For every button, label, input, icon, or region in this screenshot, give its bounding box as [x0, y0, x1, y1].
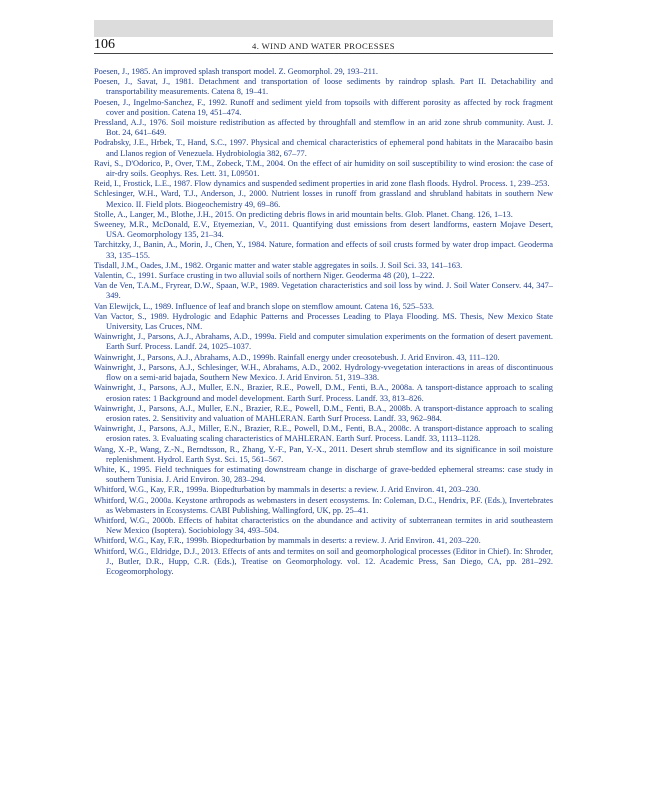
reference-entry: Wainwright, J., Parsons, A.J., Abrahams, A.D., 1999a. Field and computer simulation experiments on the formation of desert pavement. Earth Surf. Process. Landf. 24, 1025–1037. — [94, 332, 553, 352]
reference-entry: Wainwright, J., Parsons, A.J., Muller, E.N., Brazier, R.E., Powell, D.M., Fenti, B.A., 2008b. A transport-distance approach to scaling erosion rates. 2. Sensitivity and valuation of MAHLERAN. Earth Surf Process. Landf. 33, 962–984. — [94, 403, 553, 423]
header-bar — [94, 20, 553, 37]
reference-entry: White, K., 1995. Field techniques for estimating downstream change in discharge of grave-bedded ephemeral streams: case study in southern Tunisia. J. Arid Environ. 30, 283–294. — [94, 464, 553, 485]
reference-entry: Whitford, W.G., Kay, F.R., 1999b. Biopedturbation by mammals in deserts: a review. J. Arid Environ. 41, 203–220. — [94, 536, 481, 546]
reference-entry: Van de Ven, T.A.M., Fryrear, D.W., Spaan, W.P., 1989. Vegetation characteristics and soil loss by wind. J. Soil Water Conserv. 44, 347–349. — [94, 281, 553, 301]
reference-entry: Wainwright, J., Parsons, A.J., Abrahams, A.D., 1999b. Rainfall energy under creosotebush. J. Arid Environ. 43, 111–120. — [94, 352, 500, 362]
reference-entry: Poesen, J., Ingelmo-Sanchez, F., 1992. Runoff and sediment yield from topsoils with different porosity as affected by rock fragment cover and position. Catena 19, 451–474. — [94, 97, 553, 117]
reference-entry: Stolle, A., Langer, M., Blothe, J.H., 2015. On predicting debris flows in arid mountain belts. Glob. Planet. Chang. 126, 1–13. — [94, 209, 513, 219]
reference-entry: Whitford, W.G., 2000b. Effects of habitat characteristics on the abundance and activity of subterranean termites in arid southeastern New Mexico (Isoptera). Sociobiology 34, 493–504. — [94, 515, 553, 536]
reference-entry: Ravi, S., D'Odorico, P., Over, T.M., Zobeck, T.M., 2004. On the effect of air humidity on soil susceptibility to wind erosion: the case of air-dry soils. Geophys. Res. Lett. 31, L09501. — [94, 158, 553, 179]
page-number: 106 — [94, 37, 115, 52]
reference-entry: Valentin, C., 1991. Surface crusting in two alluvial soils of northern Niger. Geoderma 48 (20), 1–222. — [94, 271, 435, 281]
reference-entry: Podrabsky, J.E., Hrbek, T., Hand, S.C., 1997. Physical and chemical characteristics of ephemeral pond habitats in the Maracaibo basin and Llanos region of Venezuela. Hydrobiologia 382, 67–77. — [94, 138, 553, 158]
reference-entry: Pressland, A.J., 1976. Soil moisture redistribution as affected by throughfall and stemflow in an arid zone shrub community. Aust. J. Bot. 24, 641–649. — [94, 118, 553, 138]
reference-entry: Reid, I., Frostick, L.E., 1987. Flow dynamics and suspended sediment properties in arid zone flash floods. Hydrol. Process. 1, 239–253. — [94, 179, 550, 189]
reference-entry: Poesen, J., Savat, J., 1981. Detachment and transportation of loose sediments by raindrop splash. Part II. Detachability and transportability measurements. Catena 8, 19–41. — [94, 77, 553, 97]
reference-entry: Whitford, W.G., Kay, F.R., 1999a. Biopedturbation by mammals in deserts: a review. J. Arid Environ. 41, 203–230. — [94, 485, 481, 495]
reference-entry: Whitford, W.G., 2000a. Keystone arthropods as webmasters in desert ecosystems. In: Coleman, D.C., Hendrix, P.F. (Eds.), Invertebrates as Webmasters in Ecosystems. CABI Publishing, Wallingford, UK, pp. 25–41. — [94, 495, 553, 515]
reference-entry: Whitford, W.G., Eldridge, D.J., 2013. Effects of ants and termites on soil and geomorphological processes (Editor in Chief). In: Shroder, J., Butler, D.R., Hupp, C.R. (Eds.), Treatise on Geomorphology. vol. 12. Academic Press, San Diego, CA, pp. 281–292. Ecogeomorphology. — [94, 546, 553, 576]
reference-entry: Tarchitzky, J., Banin, A., Morin, J., Chen, Y., 1984. Nature, formation and effects of soil crusts formed by water drop impact. Geoderma 33, 135–155. — [94, 240, 553, 260]
reference-entry: Wainwright, J., Parsons, A.J., Miller, E.N., Brazier, R.E., Powell, D.M., Fenti, B.A., 2008c. A transport-distance approach to scaling erosion rates. 3. Evaluating scaling characteristics of MAHLERAN. Earth Surf. Process. Landf. 33, 1113–1128. — [94, 424, 553, 444]
reference-entry: Wainwright, J., Parsons, A.J., Muller, E.N., Brazier, R.E., Powell, D.M., Fenti, B.A., 2008a. A tansport-distance approach to scaling erosion rates: 1 Background and model development. Earth Surf. Process. Landf. 33, 813–826. — [94, 383, 553, 403]
header-rule — [94, 53, 553, 54]
reference-entry: Van Elewijck, L., 1989. Influence of leaf and branch slope on stemflow amount. Catena 16, 525–533. — [94, 301, 435, 311]
reference-entry: Wang, X.-P., Wang, Z.-N., Berndtsson, R., Zhang, Y.-F., Pan, Y.-X., 2011. Desert shrub stemflow and its significance in soil moisture replenishment. Hydrol. Earth Syst. Sci. 15, 561–567. — [94, 444, 553, 464]
reference-entry: Van Vactor, S., 1989. Hydrologic and Edaphic Patterns and Processes Leading to Playa Flooding. MS. Thesis, New Mexico State University, Las Cruces, NM. — [94, 311, 553, 332]
reference-entry: Wainwright, J., Parsons, A.J., Schlesinger, W.H., Abrahams, A.D., 2002. Hydrology-vvegetation interactions in areas of discontinuous flow on a semi-arid bajada, Southern New Mexico. J. Arid Environ. 51, 319–338. — [94, 362, 553, 383]
running-head: 4. WIND AND WATER PROCESSES — [252, 41, 395, 51]
reference-list — [94, 67, 553, 577]
reference-entry: Tisdall, J.M., Oades, J.M., 1982. Organic matter and water stable aggregates in soils. J. Soil Sci. 33, 141–163. — [94, 260, 463, 270]
reference-entry: Poesen, J., 1985. An improved splash transport model. Z. Geomorphol. 29, 193–211. — [94, 67, 378, 76]
reference-entry: Sweeney, M.R., McDonald, E.V., Etyemezian, V., 2011. Quantifying dust emissions from desert landforms, eastern Mojave Desert, USA. Geomorphology 135, 21–34. — [94, 220, 553, 240]
reference-entry: Schlesinger, W.H., Ward, T.J., Anderson, J., 2000. Nutrient losses in runoff from grassland and shrubland habitats in southern New Mexico. II. Field plots. Biogeochemistry 49, 69–86. — [94, 189, 553, 209]
